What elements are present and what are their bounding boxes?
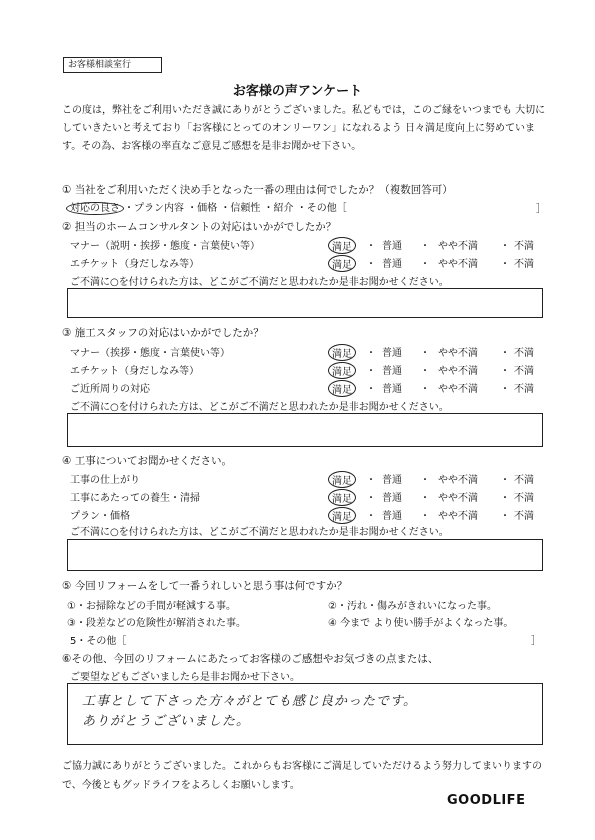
rating-separator: ・	[500, 241, 510, 252]
rating-option-normal[interactable]: 普通	[382, 241, 402, 252]
q4-row-label: 工事にあたっての養生・清掃	[70, 493, 200, 504]
q5-option-3[interactable]: ③・段差などの危険性が解消された事。	[67, 618, 246, 629]
rating-option-dissatisfied[interactable]: 不満	[514, 511, 534, 522]
q6-handwritten-line-1: 工事として下さった方々がとても感じ良かったです。	[82, 694, 417, 709]
q3-row-label: エチケット（身だしなみ等）	[70, 366, 200, 377]
rating-option-normal[interactable]: 普通	[382, 348, 402, 359]
q2-title: ② 担当のホームコンサルタントの対応はいかがでしたか？	[62, 221, 337, 233]
rating-separator: ・	[420, 511, 430, 522]
rating-option-satisfied[interactable]: 満足	[328, 507, 356, 524]
q3-title: ③ 施工スタッフの対応はいかがでしたか？	[62, 327, 264, 339]
rating-separator: ・	[366, 348, 376, 359]
rating-separator: ・	[420, 475, 430, 486]
rating-option-satisfied[interactable]: 満足	[328, 344, 356, 361]
rating-separator: ・	[420, 493, 430, 504]
q5-title: ⑤ 今回リフォームをして一番うれしいと思う事は何ですか？	[62, 580, 348, 592]
rating-separator: ・	[500, 259, 510, 270]
rating-separator: ・	[500, 348, 510, 359]
rating-option-normal[interactable]: 普通	[382, 366, 402, 377]
rating-option-satisfied[interactable]: 満足	[328, 362, 356, 379]
q2-row-label: エチケット（身だしなみ等）	[70, 259, 200, 270]
rating-separator: ・	[420, 348, 430, 359]
rating-separator: ・	[420, 241, 430, 252]
rating-option-normal[interactable]: 普通	[382, 511, 402, 522]
rating-option-dissatisfied[interactable]: 不満	[514, 366, 534, 377]
rating-option-somewhat-dissatisfied[interactable]: やや不満	[438, 241, 478, 252]
q3-row-label: マナー（挨拶・態度・言葉使い等）	[70, 348, 230, 359]
survey-title: お客様の声アンケート	[232, 84, 363, 99]
q5-bracket-close: ］	[531, 636, 541, 647]
q2-row-label: マナー（説明・挨拶・態度・言葉使い等）	[70, 241, 260, 252]
rating-separator: ・	[366, 241, 376, 252]
rating-option-normal[interactable]: 普通	[382, 493, 402, 504]
rating-separator: ・	[366, 475, 376, 486]
rating-option-dissatisfied[interactable]: 不満	[514, 348, 534, 359]
rating-separator: ・	[366, 493, 376, 504]
rating-option-dissatisfied[interactable]: 不満	[514, 241, 534, 252]
rating-separator: ・	[500, 511, 510, 522]
q5-option-1[interactable]: ①・お掃除などの手間が軽減する事。	[67, 601, 236, 612]
rating-option-somewhat-dissatisfied[interactable]: やや不満	[438, 384, 478, 395]
rating-separator: ・	[500, 475, 510, 486]
q4-comment-box[interactable]	[67, 539, 543, 571]
q1-options	[70, 199, 347, 214]
rating-option-satisfied[interactable]: 満足	[328, 237, 356, 254]
q6-title-2: ご要望などもございましたら是非お聞かせ下さい。	[70, 672, 300, 683]
rating-option-somewhat-dissatisfied[interactable]: やや不満	[438, 366, 478, 377]
rating-option-satisfied[interactable]: 満足	[328, 489, 356, 506]
rating-separator: ・	[500, 366, 510, 377]
q5-option-2[interactable]: ②・汚れ・傷みがきれいになった事。	[328, 601, 497, 612]
rating-separator: ・	[420, 366, 430, 377]
intro-text: この度は，弊社をご利用いただき誠にありがとうございました。私どもでは，このご縁をいつまでも 大切にしていきたいと考えており「お客様にとってのオンリーワン」になれるよう 日々満足度向上に努めています。その為、お客様の率直なご意見ご感想を是非お聞かせ下さい。	[62, 105, 546, 152]
q4-comment-prompt: ご不満に○を付けられた方は、どこがご不満だと思われたか是非お聞かせください。	[70, 527, 449, 538]
rating-option-normal[interactable]: 普通	[382, 259, 402, 270]
q4-row-label: プラン・価格	[70, 511, 130, 522]
q6-title: ⑥その他、今回のリフォームにあたってお客様のご感想やお気づきの点または、	[62, 653, 439, 665]
rating-option-somewhat-dissatisfied[interactable]: やや不満	[438, 348, 478, 359]
q1-selected-circle: 対応の良さ	[66, 202, 124, 215]
rating-separator: ・	[366, 511, 376, 522]
rating-option-somewhat-dissatisfied[interactable]: やや不満	[438, 511, 478, 522]
q3-comment-box[interactable]	[67, 413, 543, 447]
q1-title: ① 当社をご利用いただく決め手となった一番の理由は何でしたか？（複数回答可）	[62, 184, 453, 196]
q4-row-label: 工事の仕上がり	[70, 475, 140, 486]
department-label: お客様相談室行	[68, 60, 132, 70]
rating-option-somewhat-dissatisfied[interactable]: やや不満	[438, 493, 478, 504]
rating-option-somewhat-dissatisfied[interactable]: やや不満	[438, 475, 478, 486]
rating-option-dissatisfied[interactable]: 不満	[514, 493, 534, 504]
q4-title: ④ 工事についてお聞かせください。	[62, 455, 233, 467]
rating-option-satisfied[interactable]: 満足	[328, 255, 356, 272]
rating-option-somewhat-dissatisfied[interactable]: やや不満	[438, 259, 478, 270]
q1-options-rest: ・プラン内容 ・価格 ・信頼性 ・紹介 ・その他［	[124, 203, 347, 214]
rating-option-dissatisfied[interactable]: 不満	[514, 475, 534, 486]
rating-option-dissatisfied[interactable]: 不満	[514, 384, 534, 395]
rating-separator: ・	[366, 259, 376, 270]
rating-separator: ・	[420, 384, 430, 395]
q1-bracket-close: ］	[536, 204, 546, 215]
rating-separator: ・	[366, 384, 376, 395]
rating-separator: ・	[366, 366, 376, 377]
rating-separator: ・	[500, 493, 510, 504]
q6-handwritten-line-2: ありがとうございました。	[82, 714, 251, 729]
q2-comment-box[interactable]	[67, 288, 543, 318]
q2-comment-prompt: ご不満に○を付けられた方は、どこがご不満だと思われたか是非お聞かせください。	[70, 277, 449, 288]
footer-thanks: ご協力誠にありがとうございました。これからもお客様にご満足していただけるよう努力してまいりますので、今後ともグッドライフをよろしくお願いします。	[62, 761, 542, 791]
rating-separator: ・	[420, 259, 430, 270]
rating-option-normal[interactable]: 普通	[382, 384, 402, 395]
q3-row-label: ご近所周りの対応	[70, 384, 150, 395]
q5-option-4[interactable]: ④ 今まで より使い勝手がよくなった事。	[328, 618, 514, 629]
rating-option-normal[interactable]: 普通	[382, 475, 402, 486]
rating-option-satisfied[interactable]: 満足	[328, 380, 356, 397]
department-label-box	[63, 57, 162, 73]
rating-option-dissatisfied[interactable]: 不満	[514, 259, 534, 270]
rating-option-satisfied[interactable]: 満足	[328, 471, 356, 488]
goodlife-logo: GOODLIFE	[447, 793, 526, 808]
q3-comment-prompt: ご不満に○を付けられた方は、どこがご不満だと思われたか是非お聞かせください。	[70, 402, 449, 413]
q5-option-5[interactable]: 5・その他［	[70, 636, 127, 647]
rating-separator: ・	[500, 384, 510, 395]
